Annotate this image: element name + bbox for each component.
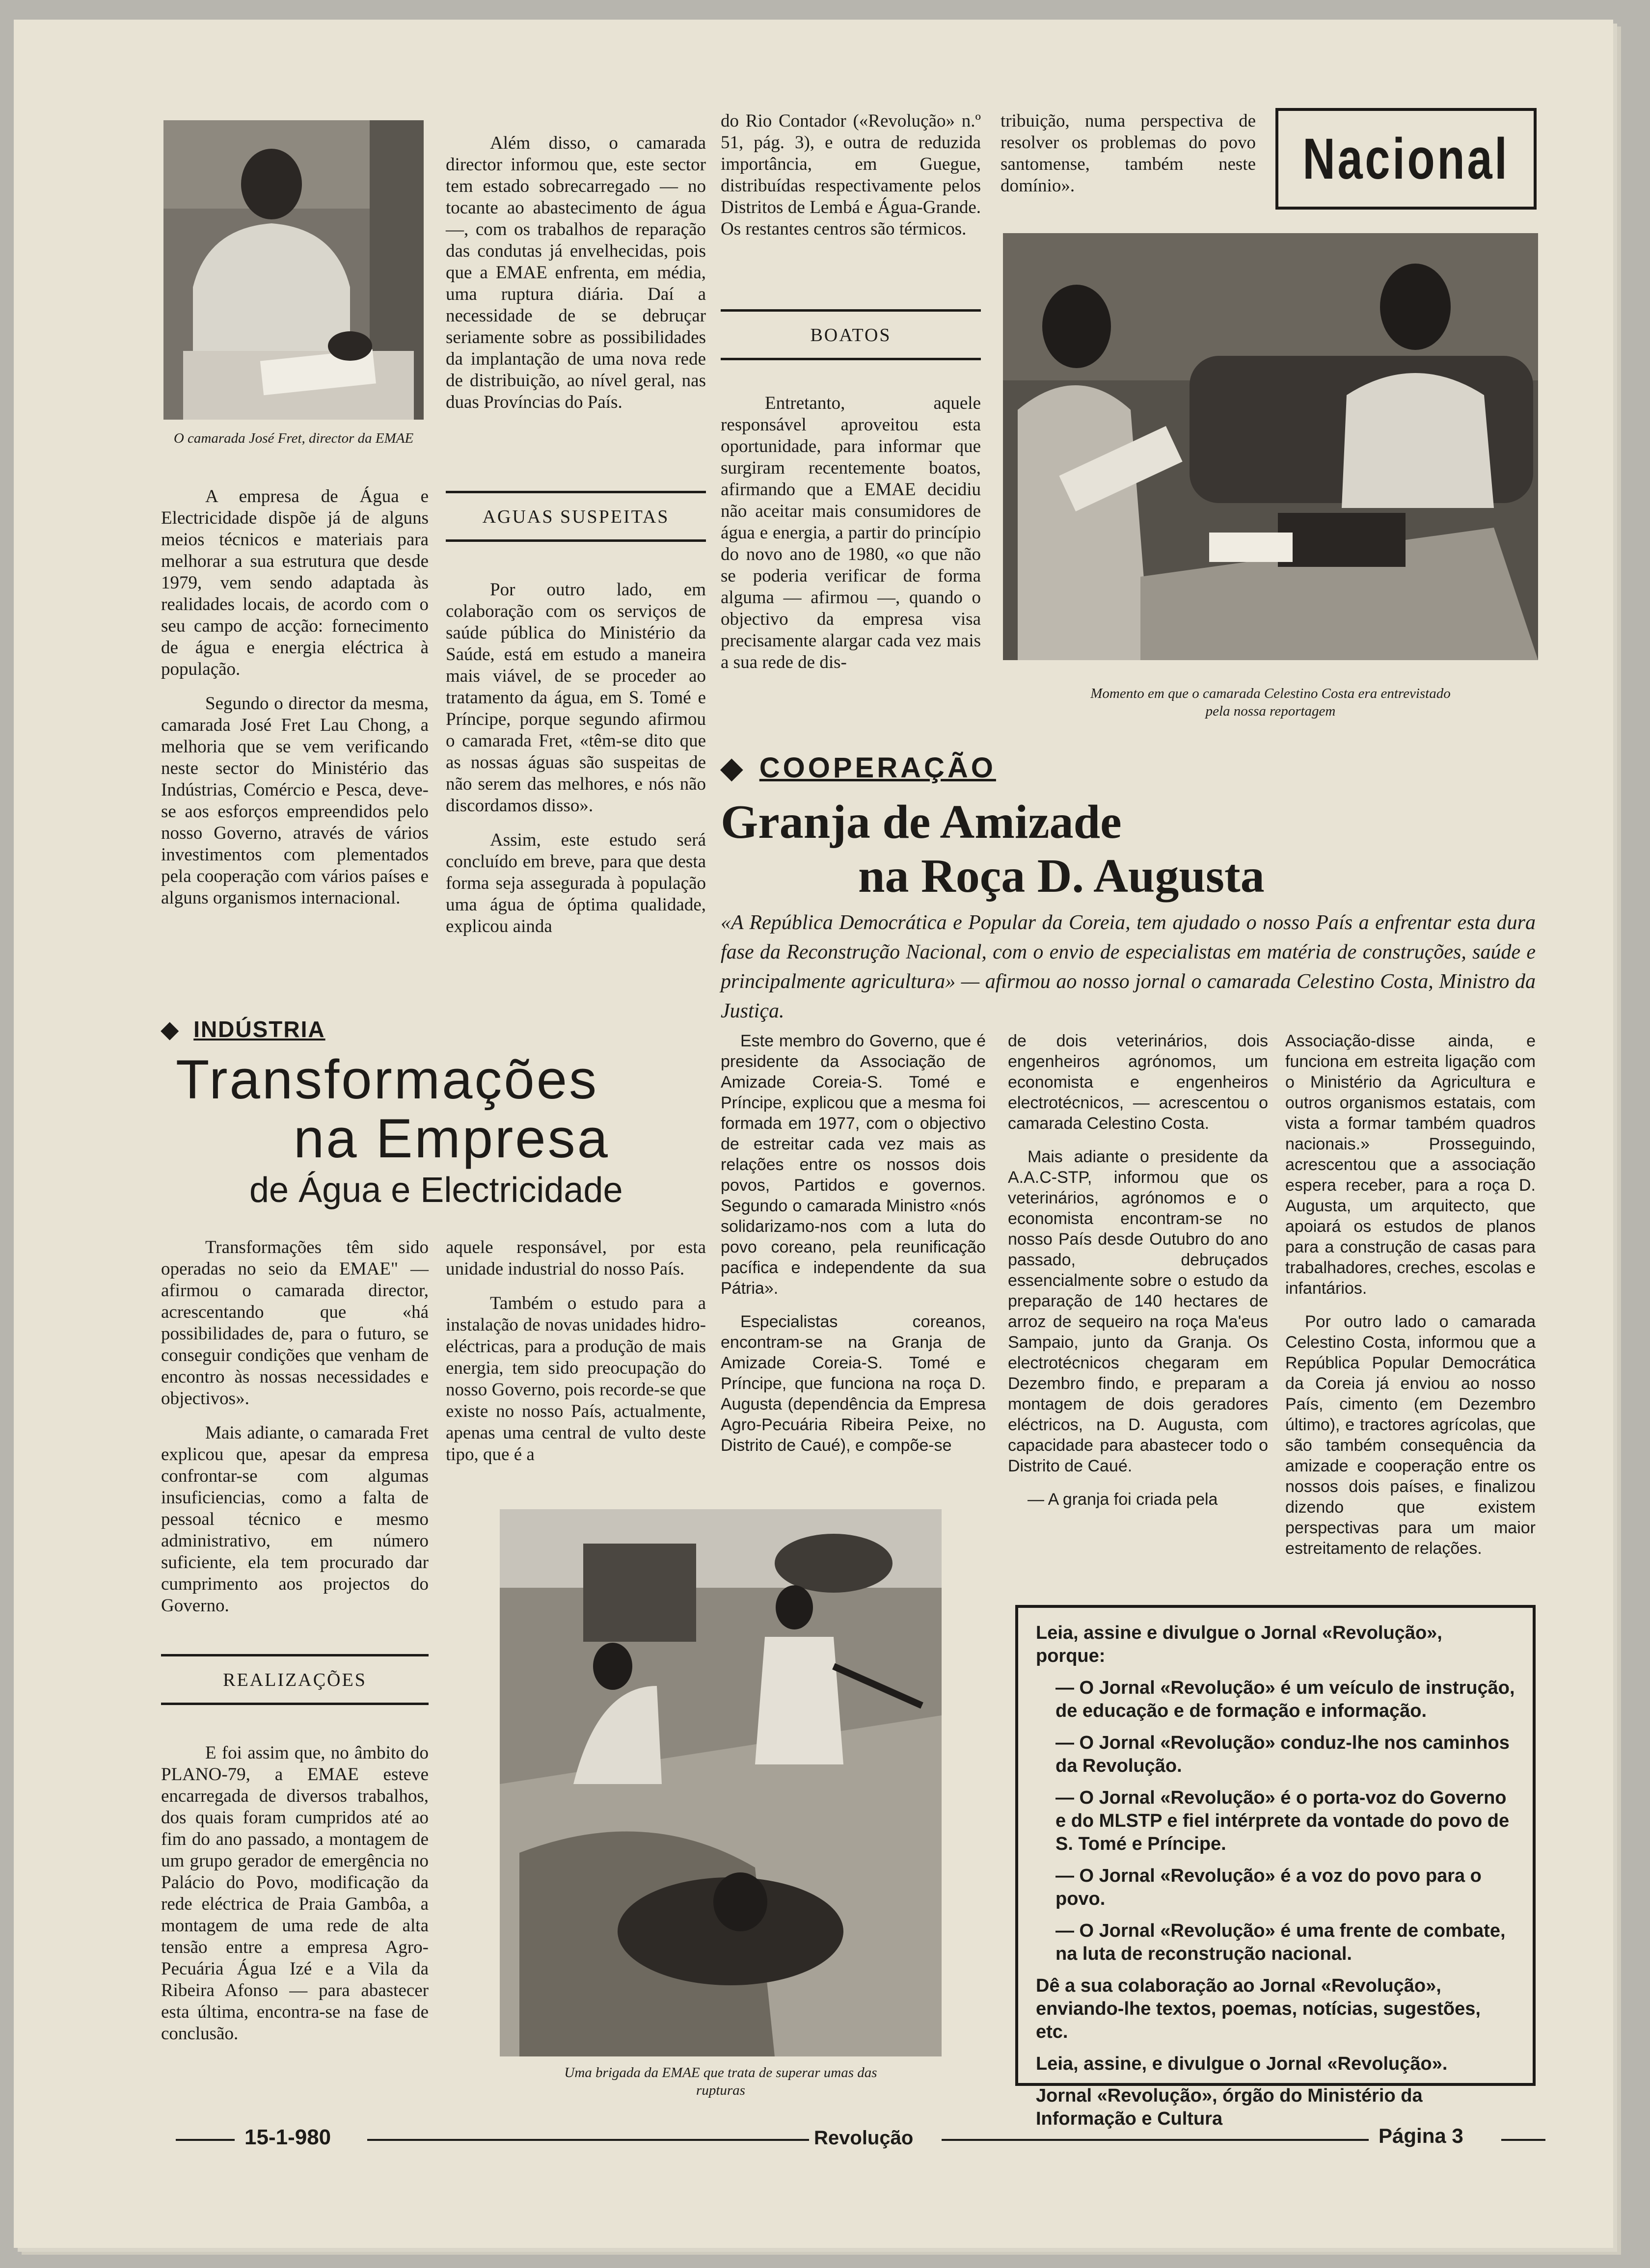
article2-column-1 (161, 1237, 429, 1629)
interview-photo (1003, 233, 1538, 660)
article1-column-2b (446, 579, 706, 950)
paragraph: Transformações têm sido operadas no seio da EMAE" — afirmou o camarada director, acrescentando que «há possibilidades de, para o futuro, se conseguir condições que venham de encontro às nossas necessidades e objectivos». (161, 1237, 429, 1409)
footer-date: 15-1-980 (244, 2125, 331, 2149)
article1-column-4 (1001, 110, 1256, 210)
cooperacao-kicker-label: COOPERAÇÃO (759, 752, 996, 784)
brigade-photo-caption: Uma brigada da EMAE que trata de superar umas das rupturas (564, 2065, 877, 2098)
paragraph: Mais adiante, o camarada Fret explicou que, apesar da empresa confrontar-se com algumas insuficiencias, como a falta de pessoal técnico e mesmo administrativo, em número suficiente, ela tem procurado dar cumprimento aos projectos do Governo. (161, 1423, 429, 1616)
paragraph: aquele responsável, por esta unidade industrial do nosso País. (446, 1237, 706, 1279)
paragraph: Mais adiante o presidente da A.A.C-STP, informou que os veterinários, agrónomos e o economista encontram-se no nosso País desde Outubro do ano passado, debruçados essencialmente sobre o estudo da preparação de 140 hectares de arroz de sequeiro na roça Ma'eus Sampaio, junto da Granja. Os electrotécnicos chegaram em Dezembro findo, e preparam a montagem de dois geradores eléctricos, na D. Augusta, com capacidade para abastecer todo o Distrito de Caué. (1008, 1147, 1268, 1475)
promo-repeat: Leia, assine, e divulgue o Jornal «Revolução». (1036, 2054, 1448, 2074)
article2-column-1b (161, 1742, 429, 2057)
footer-page: Página 3 (1379, 2124, 1463, 2147)
fret-portrait-photo (163, 120, 424, 420)
paragraph: Este membro do Governo, que é presidente da Associação de Amizade Coreia-S. Tomé e Príncipe, explicou que a mesma foi formada em 1977, com o objectivo de estreitar cada vez mais as relações entre os nossos dois povos, Partidos e governos. Segundo o camarada Ministro «nós solidarizamo-nos com a luta do povo coreano, pela reunificação pacífica e independente da sua Pátria». (721, 1032, 986, 1298)
brigade-image (500, 1509, 942, 2056)
subscription-promo-box (1015, 1605, 1536, 2129)
paragraph: — A granja foi criada pela (1028, 1490, 1218, 1509)
interview-photo-caption: Momento em que o camarada Celestino Costa era entrevistado pela nossa reportagem (1090, 686, 1451, 719)
subhead-boatos: BOATOS (721, 309, 981, 360)
interview-image (1003, 233, 1538, 660)
article3-column-1 (721, 1031, 986, 1468)
promo-appeal: Dê a sua colaboração ao Jornal «Revolução», enviando-lhe textos, poemas, notícias, sugestões, etc. (1036, 1975, 1481, 2042)
fret-photo-caption: O camarada José Fret, director da EMAE (173, 430, 414, 446)
article3-column-3 (1285, 1031, 1536, 1572)
article1-column-1 (161, 486, 429, 922)
footer-rule-right (1501, 2139, 1545, 2141)
section-label: Nacional (1302, 126, 1510, 191)
paragraph: Por outro lado, em colaboração com os serviços de saúde pública do Ministério da Saúde, está em estudo a maneira mais viável, de se proceder ao tratamento da água, em S. Tomé e Príncipe, porque segundo afirmou o camarada Fret, «têm-se dito que as nossas águas são suspeitas de não serem das melhores, e nós não discordamos disso». (446, 580, 706, 816)
article1-column-2 (446, 133, 706, 426)
paragraph: A empresa de Água e Electricidade dispõe já de alguns meios técnicos e materiais para melhorar a sua estrutura que desde 1979, vem sendo adaptada às realidades locais, de acordo com o seu campo de acção: fornecimento de água e energia eléctrica à população. (161, 486, 429, 679)
promo-intro: Leia, assine e divulgue o Jornal «Revolução», porque: (1036, 1623, 1442, 1666)
promo-item: — O Jornal «Revolução» é o porta-voz do Governo e do MLSTP e fiel intérprete da vontade do povo de S. Tomé e Príncipe. (1055, 1788, 1510, 1854)
paragraph: Especialistas coreanos, encontram-se na Granja de Amizade Coreia-S. Tomé e Príncipe, que funciona na roça D. Augusta (dependência da Empresa Agro-Pecuária Ribeira Peixe, no Distrito de Caué), e compõe-se (721, 1312, 986, 1455)
paragraph: do Rio Contador («Revolução» n.º 51, pág. 3), e outra de reduzida importância, em Guegue, distribuídas respectivamente pelos Distritos de Lembá e Água-Grande. Os restantes centros são térmicos. (721, 111, 981, 239)
article2-headline-line2: na Empresa (294, 1108, 610, 1169)
promo-item: — O Jornal «Revolução» é uma frente de combate, na luta de reconstrução nacional. (1055, 1921, 1506, 1964)
paragraph: Também o estudo para a instalação de novas unidades hidro-eléctricas, para a produção de mais energia, tem sido preocupação do nosso Governo, pois recorde-se que existe no nosso País, actualmente, apenas uma central de vulto deste tipo, que é a (446, 1293, 706, 1465)
paragraph: de dois veterinários, dois engenheiros agrónomos, um economista e engenheiros electrotécnicos, — acrescentou o camarada Celestino Costa. (1008, 1032, 1268, 1133)
diamond-bullet-icon: ◆ (161, 1016, 180, 1042)
paragraph: Entretanto, aquele responsável aproveitou esta oportunidade, para informar que surgiram recentemente boatos, afirmando que a EMAE decidiu não aceitar mais consumidores de água e energia, a partir do princípio do novo ano de 1980, «o que não se poderia verificar de forma alguma — afirmou —, quando o objectivo da empresa visa precisamente alargar cada vez mais a sua rede de dis- (721, 393, 981, 672)
article3-headline-line1: Granja de Amizade (721, 796, 1122, 849)
footer-rule-mid1 (367, 2139, 809, 2141)
article3-headline (721, 795, 1536, 903)
promo-item: — O Jornal «Revolução» é um veículo de instrução, de educação e de formação e informação. (1055, 1678, 1515, 1721)
fret-portrait-image (163, 120, 424, 420)
cooperacao-kicker (721, 751, 996, 784)
footer-rule-left (176, 2139, 235, 2141)
section-label-box (1275, 108, 1537, 210)
paragraph: Além disso, o camarada director informou que, este sector tem estado sobrecarregado — no tocante ao abastecimento de água —, com os trabalhos de reparação das condutas já envelhecidas, pois que a EMAE enfrenta, em média, uma ruptura diária. Daí a necessidade de se debruçar seriamente sobre as possibilidades da implantação de uma nova rede de distribuição, ao nível geral, nas duas Províncias do País. (446, 133, 706, 412)
paragraph: Segundo o director da mesma, camarada José Fret Lau Chong, a melhoria que se vem verificando neste sector do Ministério das Indústrias, Comércio e Pesca, deve-se aos esforços empreendidos pelo nosso Governo, através de vários investimentos com plementados pela cooperação com vários países e alguns organismos internacional. (161, 694, 429, 908)
paragraph: E foi assim que, no âmbito do PLANO-79, a EMAE esteve encarregada de diversos trabalhos, dos quais foram cumpridos até ao fim do ano passado, a montagem de um grupo gerador de emergência no Palácio do Povo, modificação da rede eléctrica de Praia Gambôa, a montagem de uma rede de alta tensão entre a empresa Agro-Pecuária Água Izé e a Vila da Ribeira Afonso — para abastecer esta última, encontra-se na fase de conclusão. (161, 1743, 429, 2044)
brigade-photo (500, 1509, 942, 2056)
article2-column-2 (446, 1237, 706, 1478)
promo-item: — O Jornal «Revolução» é a voz do povo para o povo. (1055, 1866, 1482, 1909)
footer-title: Revolução (814, 2127, 914, 2149)
subhead-aguas-suspeitas: AGUAS SUSPEITAS (446, 491, 706, 542)
industria-kicker-label: INDÚSTRIA (193, 1016, 325, 1042)
diamond-bullet-icon: ◆ (721, 752, 744, 784)
article1-column-3b (721, 393, 981, 686)
paragraph: tribuição, numa perspectiva de resolver os problemas do povo santomense, também neste domínio». (1001, 111, 1256, 196)
footer-rule-mid2 (942, 2139, 1369, 2141)
article3-headline-line2: na Roça D. Augusta (858, 850, 1265, 903)
promo-item: — O Jornal «Revolução» conduz-lhe nos caminhos da Revolução. (1055, 1733, 1510, 1776)
paragraph: Por outro lado o camarada Celestino Costa, informou que a República Popular Democrática da Coreia já enviou ao nosso País, cimento (em Dezembro último), e tractores agrícolas, que são também consequência da amizade e cooperação entre os nossos dois países, e finalizou dizendo que existem perspectivas para um maior estreitamento de relações. (1285, 1312, 1536, 1558)
newspaper-page (14, 20, 1613, 2248)
promo-ministry: Jornal «Revolução», órgão do Ministério da Informação e Cultura (1036, 2085, 1423, 2129)
article2-headline-line1: Transformações (176, 1049, 598, 1110)
article1-column-3 (721, 110, 981, 253)
industria-kicker (161, 1016, 325, 1042)
subhead-realizacoes: REALIZAÇÕES (161, 1654, 429, 1705)
article2-headline (176, 1050, 726, 1212)
paragraph: Assim, este estudo será concluído em breve, para que desta forma seja assegurada à população uma água de óptima qualidade, explicou ainda (446, 830, 706, 936)
article3-column-2 (1008, 1031, 1268, 1522)
article3-lead: «A República Democrática e Popular da Coreia, tem ajudado o nosso País a enfrentar esta dura fase da Reconstrução Nacional, com o envio de especialistas em matéria de construções, saúde e principalmente agricultura» — afirmou ao nosso jornal o camarada Celestino Costa, Ministro da Justiça. (721, 911, 1536, 1022)
paragraph: Associação-disse ainda, e funciona em estreita ligação com o Ministério da Agricultura e outros organismos estatais, com vista a formar também quadros nacionais.» Prosseguindo, acrescentou que a associação espera receber, para a roça D. Augusta, um arquitecto, que apoiará os estudos de planos para a construção de casas para trabalhadores, creches, escolas e infantários. (1285, 1032, 1536, 1298)
article2-headline-line3: de Água e Electricidade (249, 1171, 623, 1210)
